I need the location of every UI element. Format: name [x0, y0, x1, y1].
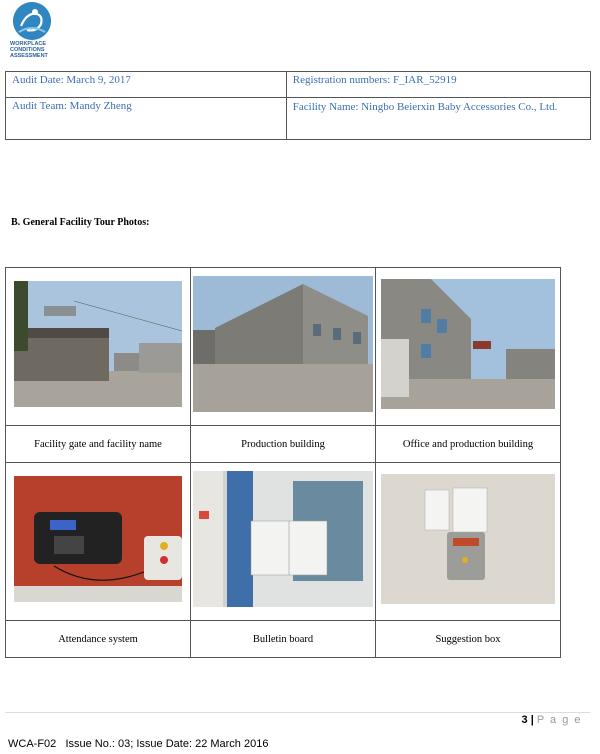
bulletin-board-photo [193, 471, 373, 607]
audit-info-table [5, 71, 591, 140]
photo-cell-suggestion [376, 463, 561, 621]
registration-cell: Registration numbers: F_IAR_52919 [286, 72, 590, 98]
section-title: B. General Facility Tour Photos: [11, 217, 150, 228]
office-building-photo [381, 279, 555, 409]
photo-cell-attendance [6, 463, 191, 621]
logo-line-3: ASSESSMENT [10, 53, 48, 59]
photo-table [5, 267, 561, 658]
caption-bulletin-board: Bulletin board [191, 621, 376, 658]
photo-cell-gate [6, 268, 191, 426]
audit-date-cell: Audit Date: March 9, 2017 [6, 72, 287, 98]
doc-id: WCA-F02 [8, 738, 57, 750]
caption-facility-gate: Facility gate and facility name [6, 426, 191, 463]
photo-cell-office [376, 268, 561, 426]
caption-suggestion-box: Suggestion box [376, 621, 561, 658]
caption-office-production: Office and production building [376, 426, 561, 463]
attendance-system-photo [14, 476, 182, 602]
logo-line-1: WORKPLACE [10, 41, 47, 47]
page-number [522, 714, 583, 726]
photo-cell-production [191, 268, 376, 426]
wca-logo [10, 2, 54, 59]
facility-gate-photo [14, 281, 182, 407]
audit-team-cell: Audit Team: Mandy Zheng [6, 98, 287, 140]
page-label: P a g e [536, 714, 582, 726]
caption-attendance-system: Attendance system [6, 621, 191, 658]
production-building-photo [193, 276, 373, 412]
photo-cell-bulletin [191, 463, 376, 621]
logo-line-2: CONDITIONS [10, 47, 45, 53]
footer-divider [5, 712, 590, 713]
page-separator: | [530, 714, 534, 726]
issue-info [8, 738, 268, 750]
caption-production-building: Production building [191, 426, 376, 463]
page-number-value: 3 [521, 714, 528, 726]
facility-name-cell: Facility Name: Ningbo Beierxin Baby Accessories Co., Ltd. [286, 98, 590, 140]
logo-text [10, 41, 54, 59]
suggestion-box-photo [381, 474, 555, 604]
issue-details: Issue No.: 03; Issue Date: 22 March 2016 [65, 738, 269, 750]
logo-emblem-icon [13, 2, 51, 40]
